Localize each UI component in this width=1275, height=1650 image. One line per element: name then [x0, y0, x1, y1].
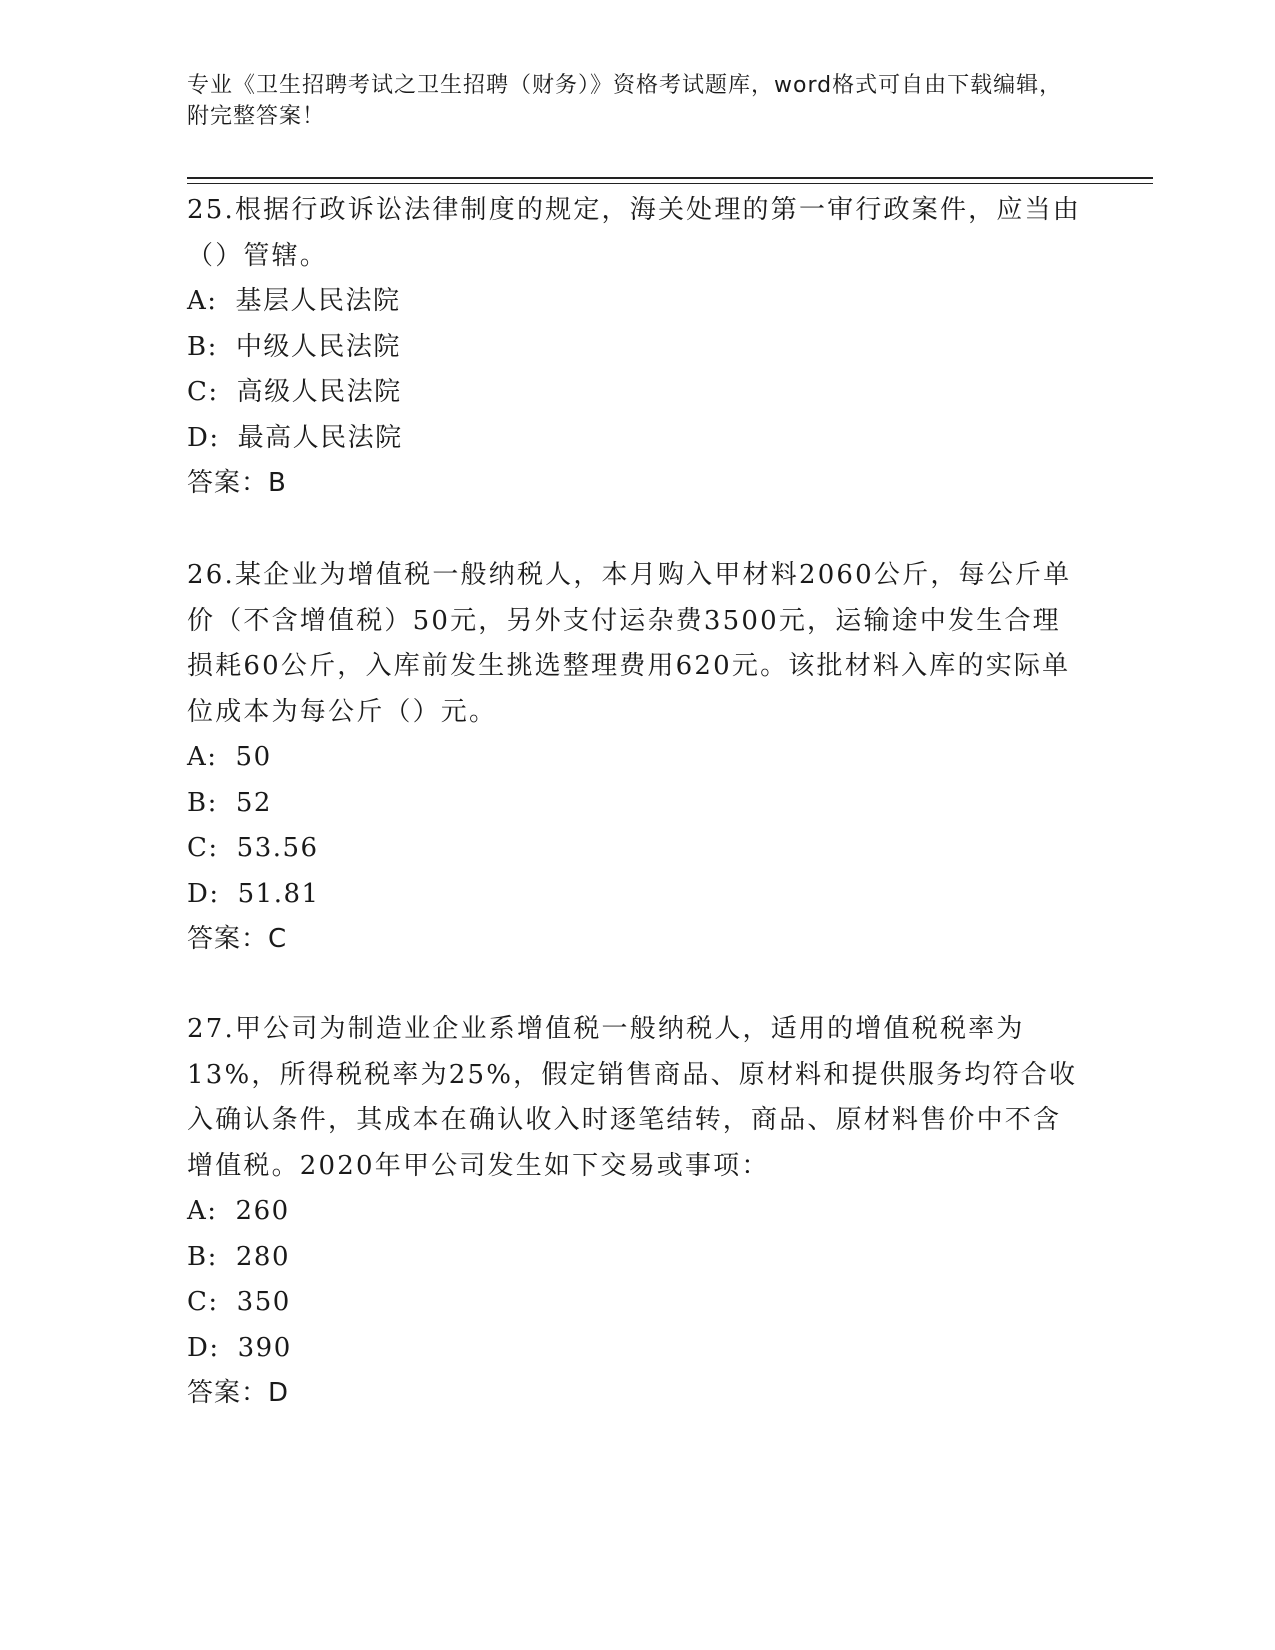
option-value: 中级人民法院	[235, 331, 401, 362]
option-key: B:	[187, 1241, 218, 1272]
option-value: 350	[236, 1287, 291, 1317]
question-text: 27.甲公司为制造业企业系增值税一般纳税人，适用的增值税税率为13%，所得税税率为25%，假定销售商品、原材料和提供服务均符合收入确认条件，其成本在确认收入时逐笔结转，商品、原材料售价中不含增值税。2020年甲公司发生如下交易或事项：	[187, 1014, 1078, 1181]
option-value: 53.56	[236, 833, 319, 863]
question-26	[187, 553, 1087, 963]
option-value: 50	[235, 742, 272, 772]
option-key: A:	[187, 1196, 218, 1226]
answer: 答案：B	[187, 468, 287, 498]
document-header: 专业《卫生招聘考试之卫生招聘（财务）》资格考试题库，word格式可自由下载编辑，附完整答案！	[187, 73, 1063, 129]
option-value: 52	[235, 787, 272, 818]
option-value: 51.81	[237, 878, 320, 909]
option-value: 280	[235, 1241, 291, 1272]
option-value: 高级人民法院	[236, 377, 402, 407]
option-d	[187, 872, 1087, 918]
option-key: A:	[187, 286, 218, 316]
option-a	[187, 735, 1087, 781]
option-b	[187, 1235, 1087, 1281]
option-value: 390	[237, 1332, 292, 1363]
option-value: 260	[235, 1196, 290, 1226]
option-key: D:	[187, 878, 220, 909]
question-text: 26.某企业为增值税一般纳税人，本月购入甲材料2060公斤，每公斤单价（不含增值税）50元，另外支付运杂费3500元，运输途中发生合理损耗60公斤，入库前发生挑选整理费用620元。该批材料入库的实际单位成本为每公斤（）元。	[187, 560, 1072, 727]
answer: 答案：C	[187, 924, 288, 954]
question-25	[187, 188, 1087, 507]
option-b	[187, 781, 1087, 827]
header-divider-thin	[187, 183, 1153, 184]
option-value: 最高人民法院	[237, 422, 403, 453]
question-text: 25.根据行政诉讼法律制度的规定，海关处理的第一审行政案件，应当由（）管辖。	[187, 195, 1081, 271]
option-value: 基层人民法院	[235, 286, 401, 316]
header-divider-thick	[187, 177, 1153, 179]
option-key: D:	[187, 1332, 220, 1363]
option-key: A:	[187, 742, 218, 772]
option-c	[187, 1280, 1087, 1326]
option-a	[187, 279, 1087, 325]
option-key: D:	[187, 422, 220, 453]
option-key: C:	[187, 377, 219, 407]
option-key: C:	[187, 1287, 219, 1317]
option-key: B:	[187, 331, 218, 362]
question-27	[187, 1007, 1087, 1417]
option-key: C:	[187, 833, 219, 863]
option-key: B:	[187, 787, 218, 818]
option-d	[187, 1326, 1087, 1372]
option-c	[187, 826, 1087, 872]
answer: 答案：D	[187, 1378, 290, 1408]
option-d	[187, 416, 1087, 462]
option-a	[187, 1189, 1087, 1235]
option-c	[187, 370, 1087, 416]
option-b	[187, 325, 1087, 371]
